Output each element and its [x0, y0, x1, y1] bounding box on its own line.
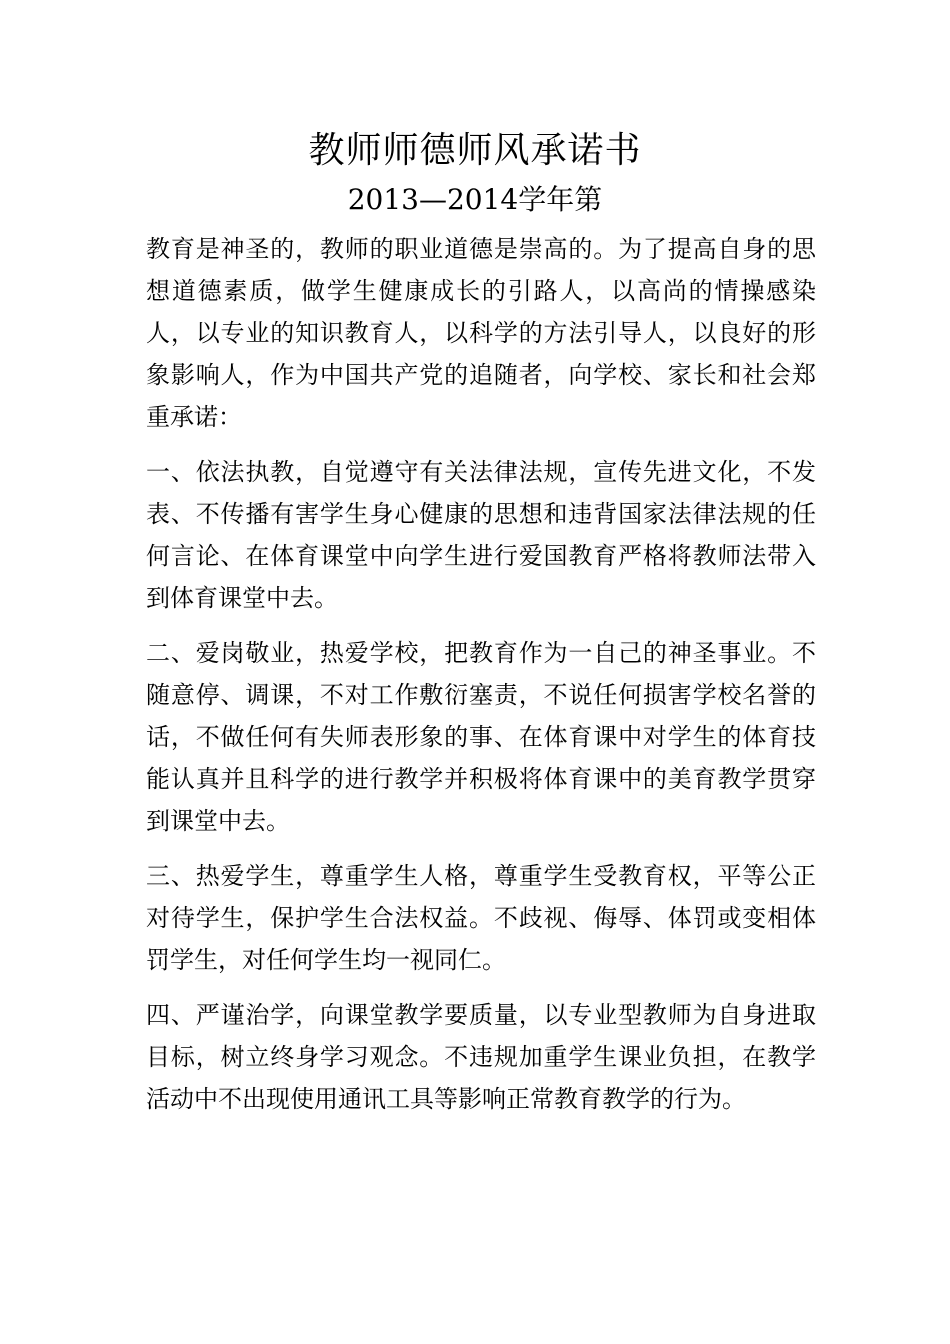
document-body — [146, 228, 816, 1120]
pledge-item-4: 四、严谨治学，向课堂教学要质量，以专业型教师为自身进取目标，树立终身学习观念。不违规加重学生课业负担，在教学活动中不出现使用通讯工具等影响正常教育教学的行为。 — [146, 1001, 816, 1113]
document-title: 教师师德师风承诺书 — [308, 130, 642, 171]
pledge-item-2: 二、爱岗敬业，热爱学校，把教育作为一自己的神圣事业。不随意停、调课，不对工作敷衍塞责，不说任何损害学校名誉的话，不做任何有失师表形象的事、在体育课中对学生的体育技能认真并且科学的进行教学并积极将体育课中的美育教学贯穿到课堂中去。 — [146, 639, 816, 835]
pledge-item-3: 三、热爱学生，尊重学生人格，尊重学生受教育权，平等公正对待学生，保护学生合法权益。不歧视、侮辱、体罚或变相体罚学生，对任何学生均一视同仁。 — [146, 862, 816, 974]
document-subtitle: 2013—2014学年第 — [347, 183, 603, 216]
intro-paragraph: 教育是神圣的，教师的职业道德是崇高的。为了提高自身的思想道德素质，做学生健康成长的引路人，以高尚的情操感染人，以专业的知识教育人，以科学的方法引导人，以良好的形象影响人，作为中国共产党的追随者，向学校、家长和社会郑重承诺： — [146, 235, 816, 431]
pledge-item-1: 一、依法执教，自觉遵守有关法律法规，宣传先进文化，不发表、不传播有害学生身心健康的思想和违背国家法律法规的任何言论、在体育课堂中向学生进行爱国教育严格将教师法带入到体育课堂中去。 — [146, 458, 816, 612]
